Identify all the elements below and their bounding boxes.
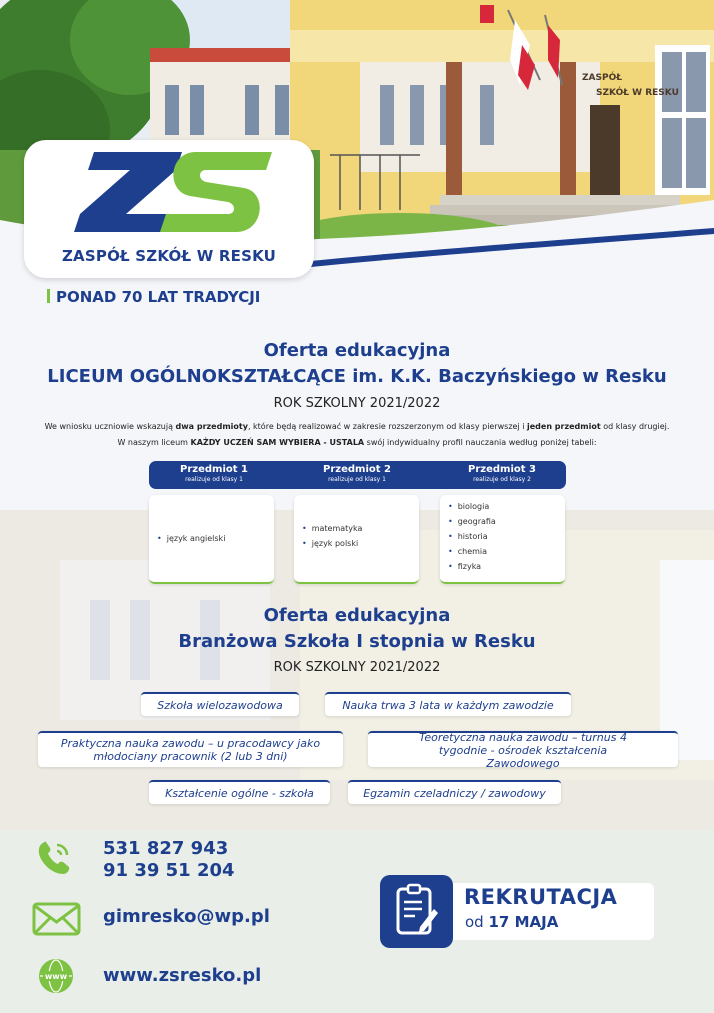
list-item: • geografia (448, 514, 496, 529)
phone-numbers (103, 838, 235, 882)
email-link[interactable]: gimresko@wp.pl (103, 906, 270, 927)
list-item: • chemia (448, 544, 496, 559)
website-link[interactable]: www.zsresko.pl (103, 965, 262, 986)
branzowa-name: Branżowa Szkoła I stopnia w Resku (178, 631, 536, 652)
tagline-bar (47, 289, 50, 303)
subject-1-title: Przedmiot 1 (180, 464, 248, 475)
list-item: • język angielski (157, 531, 225, 546)
list-item: • historia (448, 529, 496, 544)
subject-2-sub: realizuje od klasy 1 (328, 476, 386, 483)
subject-3-header (437, 464, 567, 483)
phone-icon (35, 839, 75, 877)
pill-general-education: Kształcenie ogólne - szkoła (149, 780, 330, 804)
form-pen-icon-svg (380, 875, 453, 948)
subject-1-header (149, 464, 279, 483)
phone-2[interactable]: 91 39 51 204 (103, 860, 235, 881)
tagline (47, 288, 260, 306)
branzowa-school-year: ROK SZKOLNY 2021/2022 (273, 660, 441, 675)
subject-3-title: Przedmiot 3 (468, 464, 536, 475)
liceum-intro-line-1: We wniosku uczniowie wskazują dwa przedmioty, które będą realizować w zakresie rozszerzonym od klasy pierwszej i jeden przedmiot od klasy drugiej. (44, 422, 670, 431)
subject-2-title: Przedmiot 2 (323, 464, 391, 475)
liceum-intro-line-2: W naszym liceum KAŻDY UCZEŃ SAM WYBIERA - USTALA swój indywidualny profil nauczania według poniżej tabeli: (117, 438, 597, 447)
globe-icon-label: www (44, 972, 68, 981)
recruitment-title: REKRUTACJA (464, 885, 618, 909)
school-name: ZASPÓŁ SZKÓŁ W RESKU (61, 247, 277, 265)
building-sign: ZASPÓŁ (582, 73, 622, 83)
liceum-school-year: ROK SZKOLNY 2021/2022 (273, 396, 441, 411)
svg-text:SZKÓŁ W RESKU: SZKÓŁ W RESKU (596, 88, 679, 98)
list-item: • język polski (302, 536, 362, 551)
subject-1-sub: realizuje od klasy 1 (185, 476, 243, 483)
list-item: • fizyka (448, 559, 496, 574)
phone-1[interactable]: 531 827 943 (103, 838, 229, 859)
tagline-text: PONAD 70 LAT TRADYCJI (56, 288, 261, 306)
subject-2-header (292, 464, 422, 483)
envelope-icon (32, 902, 81, 936)
pill-multi-profession: Szkoła wielozawodowa (141, 692, 299, 716)
form-pen-icon (380, 875, 453, 948)
pill-theoretical-training: Teoretyczna nauka zawodu – turnus 4 tygodnie - ośrodek kształcenia Zawodowego (368, 731, 678, 767)
subject-2-list (294, 495, 419, 584)
subject-1-list (149, 495, 274, 584)
recruitment-date: od 17 MAJA (465, 913, 559, 931)
subject-3-sub: realizuje od klasy 2 (473, 476, 531, 483)
subject-3-list (440, 495, 565, 584)
subjects-table-header (149, 461, 566, 489)
list-item: • matematyka (302, 521, 362, 536)
zs-logo (64, 152, 274, 244)
liceum-name: LICEUM OGÓLNOKSZTAŁCĄCE im. K.K. Baczyńskiego w Resku (47, 366, 667, 387)
globe-icon (38, 958, 74, 994)
pill-duration: Nauka trwa 3 lata w każdym zawodzie (325, 692, 571, 716)
pill-practical-training: Praktyczna nauka zawodu – u pracodawcy jako młodociany pracownik (2 lub 3 dni) (38, 731, 343, 767)
list-item: • biologia (448, 499, 496, 514)
liceum-offer-title: Oferta edukacyjna (263, 340, 451, 361)
pill-exam: Egzamin czeladniczy / zawodowy (348, 780, 561, 804)
branzowa-offer-title: Oferta edukacyjna (263, 605, 451, 626)
logo-card (24, 140, 314, 278)
